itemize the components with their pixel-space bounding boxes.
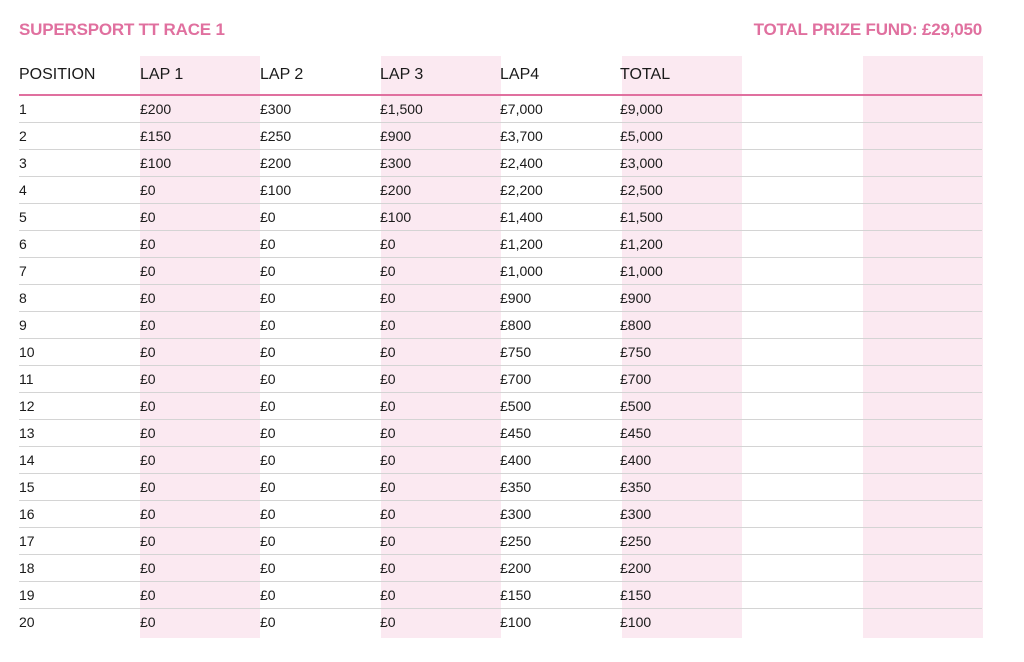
- table-row: [19, 95, 982, 123]
- empty-cell: [740, 366, 861, 393]
- total-cell: £2,500: [620, 177, 740, 204]
- empty-cell: [861, 555, 982, 582]
- empty-cell: [861, 609, 982, 636]
- empty-cell: [861, 95, 982, 123]
- empty-cell: [861, 582, 982, 609]
- total-cell: £5,000: [620, 123, 740, 150]
- lap-1-cell: £0: [140, 258, 260, 285]
- empty-cell: [861, 204, 982, 231]
- empty-cell: [740, 474, 861, 501]
- header-lap-2: LAP 2: [260, 56, 380, 95]
- empty-cell: [861, 501, 982, 528]
- position-cell: 4: [19, 177, 140, 204]
- lap-1-cell: £0: [140, 312, 260, 339]
- table-row: [19, 609, 982, 636]
- lap-1-cell: £0: [140, 501, 260, 528]
- lap-1-cell: £100: [140, 150, 260, 177]
- table-row: [19, 555, 982, 582]
- lap-2-cell: £200: [260, 150, 380, 177]
- empty-cell: [740, 393, 861, 420]
- lap-3-cell: £0: [380, 393, 500, 420]
- total-cell: £500: [620, 393, 740, 420]
- total-cell: £1,200: [620, 231, 740, 258]
- position-cell: 17: [19, 528, 140, 555]
- lap-4-cell: £2,400: [500, 150, 620, 177]
- lap-3-cell: £0: [380, 420, 500, 447]
- lap-4-cell: £1,400: [500, 204, 620, 231]
- total-cell: £200: [620, 555, 740, 582]
- position-cell: 19: [19, 582, 140, 609]
- empty-cell: [861, 366, 982, 393]
- lap-4-cell: £1,000: [500, 258, 620, 285]
- lap-1-cell: £0: [140, 474, 260, 501]
- lap-2-cell: £0: [260, 312, 380, 339]
- empty-cell: [740, 258, 861, 285]
- position-cell: 13: [19, 420, 140, 447]
- lap-4-cell: £150: [500, 582, 620, 609]
- lap-1-cell: £0: [140, 339, 260, 366]
- lap-4-cell: £900: [500, 285, 620, 312]
- header-lap-3: LAP 3: [380, 56, 500, 95]
- lap-3-cell: £0: [380, 366, 500, 393]
- lap-2-cell: £0: [260, 582, 380, 609]
- lap-1-cell: £0: [140, 614, 156, 630]
- header-row: [19, 56, 982, 95]
- lap-1-cell: £0: [140, 231, 260, 258]
- header-extra-1: [740, 56, 861, 95]
- empty-cell: [740, 204, 861, 231]
- table-row: [19, 312, 982, 339]
- lap-3-cell: £0: [380, 614, 396, 630]
- lap-4-cell: £250: [500, 528, 620, 555]
- lap-2-cell: £100: [260, 177, 380, 204]
- lap-3-cell: £900: [380, 123, 500, 150]
- empty-cell: [740, 150, 861, 177]
- lap-4-cell: £7,000: [500, 95, 620, 123]
- lap-1-cell: £0: [140, 528, 260, 555]
- empty-cell: [861, 447, 982, 474]
- total-cell: £450: [620, 420, 740, 447]
- empty-cell: [740, 528, 861, 555]
- position-cell: 16: [19, 501, 140, 528]
- lap-4-cell: £350: [500, 474, 620, 501]
- position-cell: 9: [19, 312, 140, 339]
- empty-cell: [861, 258, 982, 285]
- empty-cell: [861, 150, 982, 177]
- lap-1-cell: £0: [140, 582, 260, 609]
- empty-cell: [740, 582, 861, 609]
- header-extra-2: [861, 56, 982, 95]
- lap-2-cell: £0: [260, 528, 380, 555]
- total-cell: £300: [620, 501, 740, 528]
- lap-4-cell: £200: [500, 555, 620, 582]
- lap-1-cell: £0: [140, 204, 260, 231]
- lap-1-cell: £0: [140, 555, 260, 582]
- table-row: [19, 501, 982, 528]
- empty-cell: [740, 420, 861, 447]
- empty-cell: [740, 285, 861, 312]
- total-cell: £1,000: [620, 258, 740, 285]
- lap-3-cell: £300: [380, 150, 500, 177]
- lap-3-cell: £100: [380, 204, 500, 231]
- lap-2-cell: £0: [260, 501, 380, 528]
- empty-cell: [861, 231, 982, 258]
- lap-2-cell: £300: [260, 95, 380, 123]
- position-cell: 15: [19, 474, 140, 501]
- empty-cell: [861, 393, 982, 420]
- total-cell: £100: [620, 614, 652, 630]
- position-cell: 6: [19, 231, 140, 258]
- header-total: TOTAL: [620, 56, 740, 95]
- lap-3-cell: £0: [380, 231, 500, 258]
- lap-2-cell: £0: [260, 285, 380, 312]
- empty-cell: [740, 231, 861, 258]
- position-cell: 12: [19, 393, 140, 420]
- table-row: [19, 366, 982, 393]
- empty-cell: [861, 123, 982, 150]
- total-cell: £1,500: [620, 204, 740, 231]
- lap-2-cell: £0: [260, 258, 380, 285]
- lap-4-cell: £1,200: [500, 231, 620, 258]
- title-row: [19, 20, 982, 46]
- lap-3-cell: £0: [380, 501, 500, 528]
- position-cell: 2: [19, 123, 140, 150]
- lap-2-cell: £0: [260, 339, 380, 366]
- lap-3-cell: £0: [380, 312, 500, 339]
- total-cell: £750: [620, 339, 740, 366]
- lap-4-cell: £3,700: [500, 123, 620, 150]
- empty-cell: [861, 339, 982, 366]
- lap-3-cell: £0: [380, 528, 500, 555]
- total-cell: £700: [620, 366, 740, 393]
- lap-2-cell: £0: [260, 614, 276, 630]
- lap-3-cell: £0: [380, 285, 500, 312]
- lap-1-cell: £200: [140, 95, 260, 123]
- lap-2-cell: £0: [260, 474, 380, 501]
- lap-3-cell: £200: [380, 177, 500, 204]
- header-lap-4: LAP4: [500, 56, 620, 95]
- lap-4-cell: £800: [500, 312, 620, 339]
- prize-table: [19, 56, 982, 635]
- position-cell: 20: [19, 614, 35, 630]
- lap-2-cell: £0: [260, 447, 380, 474]
- total-cell: £150: [620, 582, 740, 609]
- lap-1-cell: £0: [140, 420, 260, 447]
- lap-1-cell: £150: [140, 123, 260, 150]
- lap-3-cell: £1,500: [380, 95, 500, 123]
- empty-cell: [861, 474, 982, 501]
- lap-3-cell: £0: [380, 339, 500, 366]
- table-row: [19, 204, 982, 231]
- empty-cell: [740, 555, 861, 582]
- position-cell: 18: [19, 555, 140, 582]
- empty-cell: [740, 339, 861, 366]
- lap-4-cell: £450: [500, 420, 620, 447]
- lap-2-cell: £0: [260, 204, 380, 231]
- lap-3-cell: £0: [380, 258, 500, 285]
- lap-1-cell: £0: [140, 285, 260, 312]
- table-row: [19, 474, 982, 501]
- header-position: POSITION: [19, 56, 140, 95]
- lap-3-cell: £0: [380, 474, 500, 501]
- position-cell: 1: [19, 95, 140, 123]
- position-cell: 7: [19, 258, 140, 285]
- table-row: [19, 258, 982, 285]
- lap-4-cell: £400: [500, 447, 620, 474]
- position-cell: 14: [19, 447, 140, 474]
- total-cell: £3,000: [620, 150, 740, 177]
- prize-table-header: [19, 56, 982, 95]
- lap-2-cell: £0: [260, 555, 380, 582]
- empty-cell: [740, 312, 861, 339]
- table-row: [19, 339, 982, 366]
- lap-2-cell: £250: [260, 123, 380, 150]
- total-cell: £350: [620, 474, 740, 501]
- lap-4-cell: £750: [500, 339, 620, 366]
- total-cell: £9,000: [620, 95, 740, 123]
- lap-4-cell: £300: [500, 501, 620, 528]
- total-cell: £800: [620, 312, 740, 339]
- position-cell: 5: [19, 204, 140, 231]
- lap-1-cell: £0: [140, 366, 260, 393]
- page-title: SUPERSPORT TT RACE 1: [19, 20, 225, 39]
- lap-2-cell: £0: [260, 366, 380, 393]
- prize-table-body: [19, 95, 982, 635]
- lap-3-cell: £0: [380, 555, 500, 582]
- table-row: [19, 420, 982, 447]
- table-row: [19, 447, 982, 474]
- position-cell: 10: [19, 339, 140, 366]
- lap-1-cell: £0: [140, 447, 260, 474]
- table-row: [19, 231, 982, 258]
- position-cell: 11: [19, 366, 140, 393]
- table-row: [19, 150, 982, 177]
- empty-cell: [740, 177, 861, 204]
- position-cell: 8: [19, 285, 140, 312]
- lap-4-cell: £700: [500, 366, 620, 393]
- empty-cell: [861, 312, 982, 339]
- empty-cell: [740, 123, 861, 150]
- position-cell: 3: [19, 150, 140, 177]
- lap-4-cell: £2,200: [500, 177, 620, 204]
- empty-cell: [740, 501, 861, 528]
- empty-cell: [861, 420, 982, 447]
- total-cell: £250: [620, 528, 740, 555]
- lap-2-cell: £0: [260, 420, 380, 447]
- empty-cell: [740, 95, 861, 123]
- table-row: [19, 123, 982, 150]
- table-row: [19, 285, 982, 312]
- empty-cell: [861, 528, 982, 555]
- lap-4-cell: £500: [500, 393, 620, 420]
- lap-3-cell: £0: [380, 447, 500, 474]
- table-row: [19, 393, 982, 420]
- lap-3-cell: £0: [380, 582, 500, 609]
- lap-4-cell: £100: [500, 614, 532, 630]
- lap-2-cell: £0: [260, 231, 380, 258]
- total-prize-fund: TOTAL PRIZE FUND: £29,050: [753, 20, 982, 39]
- empty-cell: [740, 609, 861, 636]
- total-cell: £400: [620, 447, 740, 474]
- table-row: [19, 177, 982, 204]
- lap-1-cell: £0: [140, 177, 260, 204]
- empty-cell: [861, 285, 982, 312]
- lap-1-cell: £0: [140, 393, 260, 420]
- total-cell: £900: [620, 285, 740, 312]
- table-row: [19, 528, 982, 555]
- empty-cell: [861, 177, 982, 204]
- table-row: [19, 582, 982, 609]
- empty-cell: [740, 447, 861, 474]
- header-lap-1: LAP 1: [140, 56, 260, 95]
- lap-2-cell: £0: [260, 393, 380, 420]
